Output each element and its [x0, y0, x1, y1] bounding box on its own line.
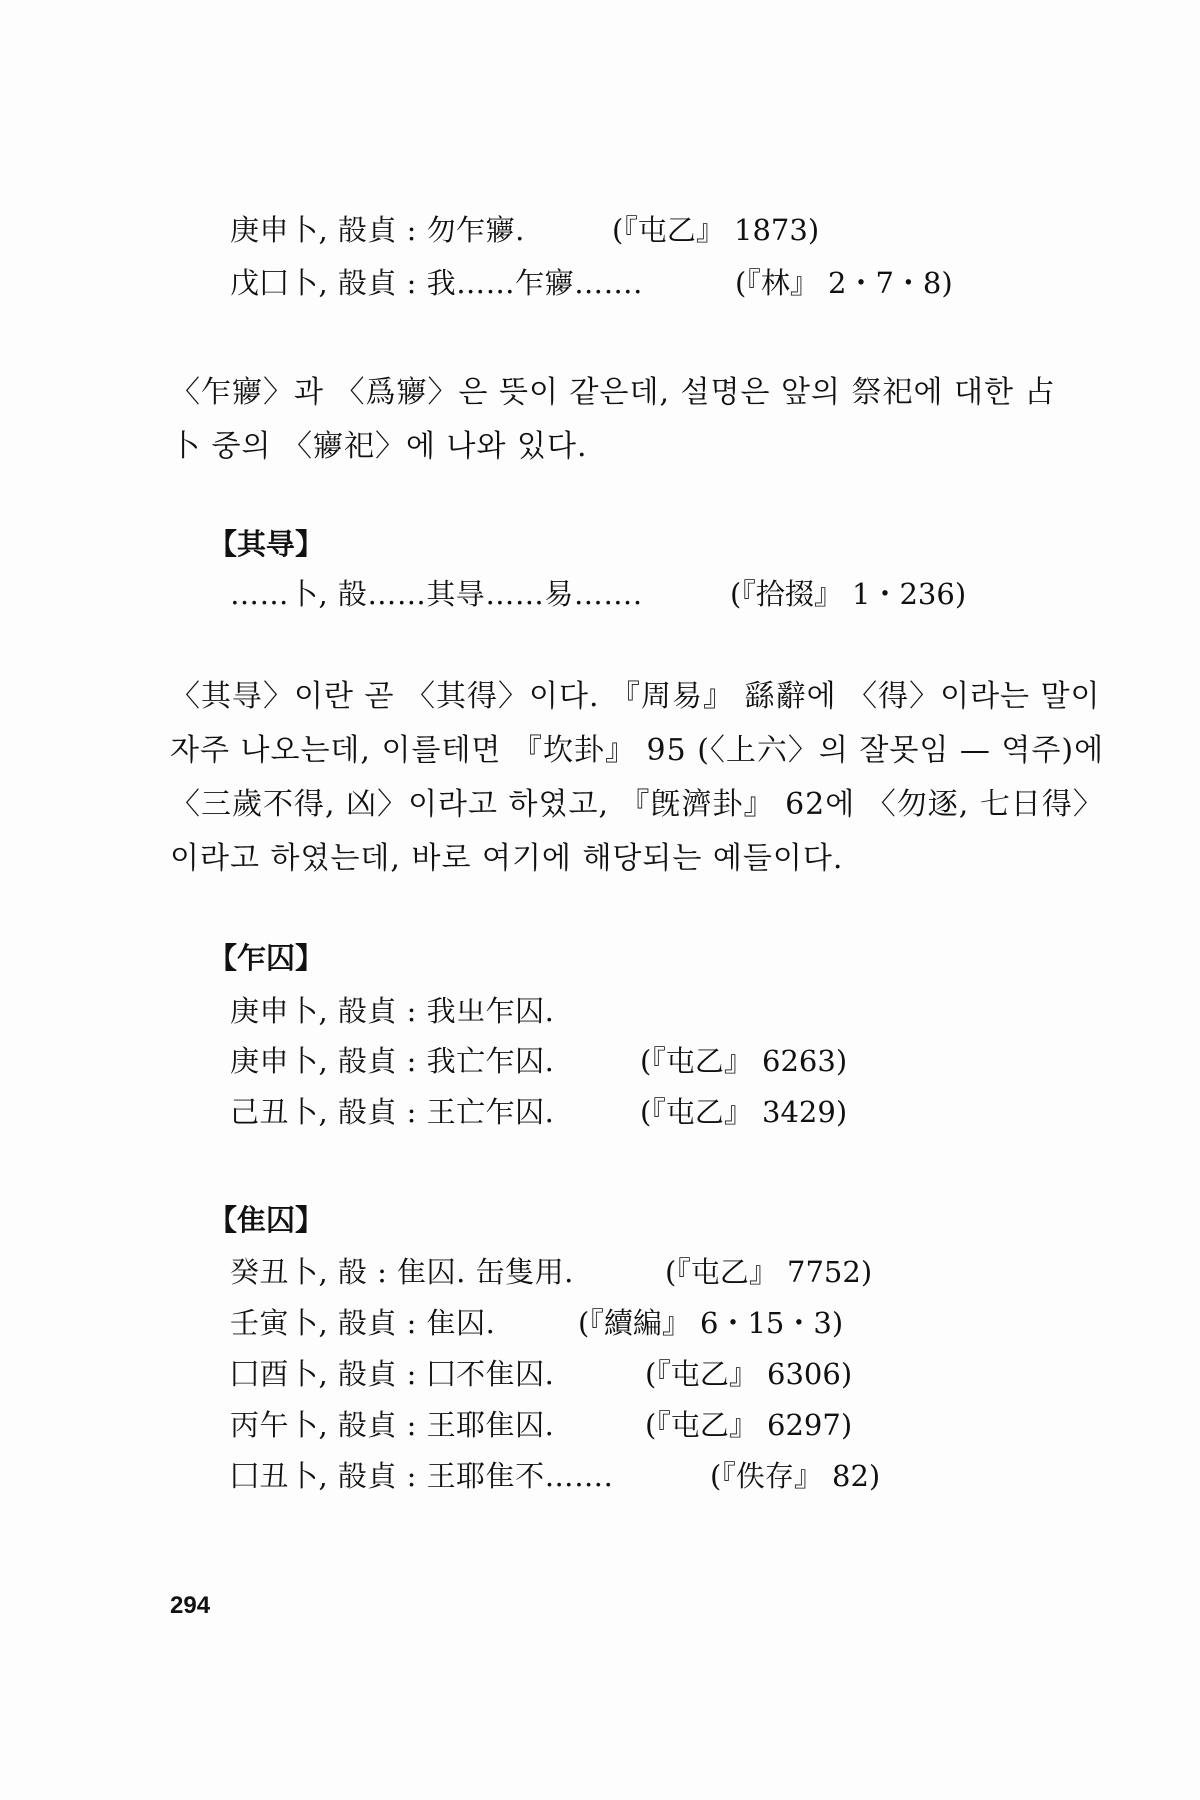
body-paragraph-line: 〈乍㝱〉과 〈爲㝱〉은 뜻이 같은데, 설명은 앞의 祭祀에 대한 占 [170, 375, 1056, 410]
inscription-line: 癸丑卜, 㱿 : 隹囚. 缶隻用. [230, 1255, 574, 1289]
page-number: 294 [170, 1592, 211, 1619]
body-paragraph-line: 〈三歲不得, 凶〉이라고 하였고, 『旣濟卦』 62에 〈勿逐, 七日得〉 [170, 787, 1104, 822]
inscription-line: 戊囗卜, 㱿貞 : 我……乍㝱……. [230, 266, 643, 300]
inscription-line: 庚申卜, 㱿貞 : 勿乍㝱. [230, 213, 525, 247]
inscription-line: 壬寅卜, 㱿貞 : 隹囚. [230, 1306, 496, 1340]
inscription-line: 囗酉卜, 㱿貞 : 囗不隹囚. [230, 1357, 555, 1391]
body-paragraph-line: 〈其㝵〉이란 곧 〈其得〉이다. 『周易』 繇辭에 〈得〉이라는 말이 [170, 679, 1101, 714]
inscription-line: 丙午卜, 㱿貞 : 王耶隹囚. [230, 1408, 555, 1442]
body-paragraph-line: 이라고 하였는데, 바로 여기에 해당되는 예들이다. [170, 841, 844, 876]
citation: (『林』 2・7・8) [735, 266, 953, 300]
section-heading: 【其㝵】 [208, 527, 325, 561]
section-heading: 【隹囚】 [208, 1203, 325, 1237]
citation: (『屯乙』 7752) [665, 1255, 873, 1289]
inscription-line: 囗丑卜, 㱿貞 : 王耶隹不……. [230, 1459, 614, 1493]
inscription-line: 庚申卜, 㱿貞 : 我亡乍囚. [230, 1044, 555, 1078]
citation: (『屯乙』 3429) [640, 1095, 848, 1129]
inscription-line: 己丑卜, 㱿貞 : 王亡乍囚. [230, 1095, 555, 1129]
body-paragraph-line: 자주 나오는데, 이를테면 『坎卦』 95 (〈上六〉의 잘못임 — 역주)에 [170, 733, 1105, 768]
inscription-line: 庚申卜, 㱿貞 : 我㞢乍囚. [230, 994, 555, 1028]
section-heading: 【乍囚】 [208, 941, 325, 975]
citation: (『屯乙』 6297) [645, 1408, 853, 1442]
body-paragraph-line: 卜 중의 〈㝱祀〉에 나와 있다. [170, 429, 588, 464]
citation: (『屯乙』 6306) [645, 1357, 853, 1391]
citation: (『屯乙』 1873) [612, 213, 820, 247]
inscription-line: ……卜, 㱿……其㝵……易……. [230, 577, 643, 611]
citation: (『續編』 6・15・3) [578, 1306, 844, 1340]
citation: (『佚存』 82) [710, 1459, 881, 1493]
citation: (『屯乙』 6263) [640, 1044, 848, 1078]
citation: (『拾掇』 1・236) [730, 577, 967, 611]
